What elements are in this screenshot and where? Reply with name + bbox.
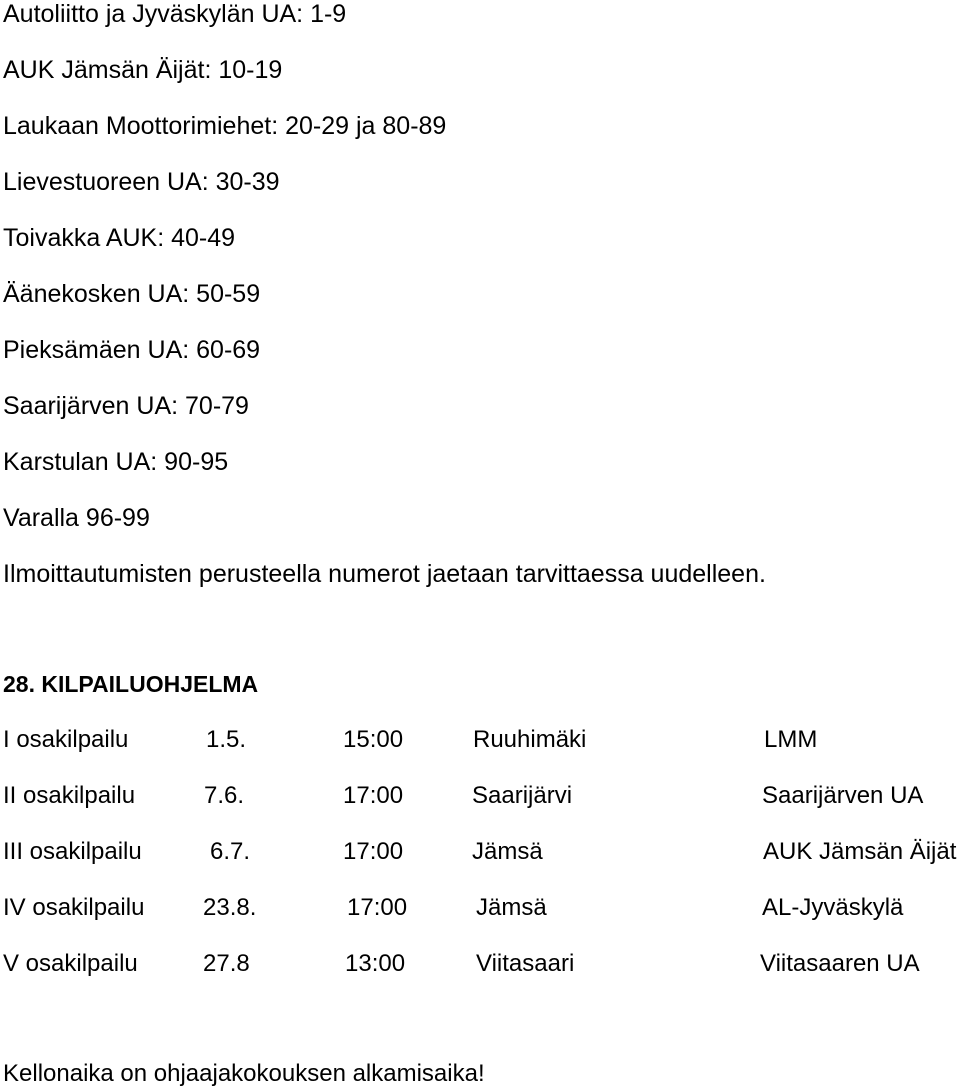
- event-organizer: Viitasaaren UA: [760, 950, 920, 977]
- event-date: 7.6.: [204, 782, 245, 809]
- event-time: 17:00: [343, 782, 404, 809]
- event-location: Jämsä: [472, 838, 543, 865]
- event-time: 15:00: [343, 726, 404, 753]
- section-heading: 28. KILPAILUOHJELMA: [3, 671, 259, 697]
- allocation-item: Äänekosken UA: 50-59: [3, 280, 261, 308]
- footer-note: Kellonaika on ohjaajakokouksen alkamisaika!: [3, 1060, 485, 1087]
- allocation-item: Pieksämäen UA: 60-69: [3, 336, 261, 364]
- schedule-row: [0, 726, 960, 754]
- allocation-item: Laukaan Moottorimiehet: 20-29 ja 80-89: [3, 112, 447, 140]
- event-date: 23.8.: [203, 894, 257, 921]
- event-name: II osakilpailu: [3, 782, 136, 809]
- allocation-item: Varalla 96-99: [3, 504, 150, 532]
- schedule-row: [0, 950, 960, 978]
- event-organizer: AL-Jyväskylä: [762, 894, 904, 921]
- event-organizer: AUK Jämsän Äijät: [763, 838, 957, 865]
- allocation-item: Saarijärven UA: 70-79: [3, 392, 249, 420]
- schedule-row: [0, 782, 960, 810]
- event-location: Saarijärvi: [472, 782, 573, 809]
- event-name: V osakilpailu: [3, 950, 138, 977]
- event-organizer: LMM: [764, 726, 818, 753]
- allocation-item: Karstulan UA: 90-95: [3, 448, 229, 476]
- event-location: Jämsä: [476, 894, 547, 921]
- allocation-item: Lievestuoreen UA: 30-39: [3, 168, 280, 196]
- allocation-note: Ilmoittautumisten perusteella numerot jaetaan tarvittaessa uudelleen.: [3, 560, 766, 588]
- event-location: Ruuhimäki: [473, 726, 587, 753]
- allocation-item: Autoliitto ja Jyväskylän UA: 1-9: [3, 0, 347, 28]
- event-date: 27.8: [203, 950, 250, 977]
- event-name: III osakilpailu: [3, 838, 142, 865]
- event-date: 1.5.: [206, 726, 247, 753]
- event-time: 13:00: [345, 950, 406, 977]
- event-time: 17:00: [347, 894, 408, 921]
- event-name: I osakilpailu: [3, 726, 129, 753]
- allocation-item: Toivakka AUK: 40-49: [3, 224, 236, 252]
- allocation-item: AUK Jämsän Äijät: 10-19: [3, 56, 283, 84]
- schedule-row: [0, 894, 960, 922]
- schedule-row: [0, 838, 960, 866]
- event-time: 17:00: [343, 838, 404, 865]
- event-date: 6.7.: [210, 838, 251, 865]
- event-organizer: Saarijärven UA: [762, 782, 924, 809]
- event-location: Viitasaari: [476, 950, 575, 977]
- event-name: IV osakilpailu: [3, 894, 145, 921]
